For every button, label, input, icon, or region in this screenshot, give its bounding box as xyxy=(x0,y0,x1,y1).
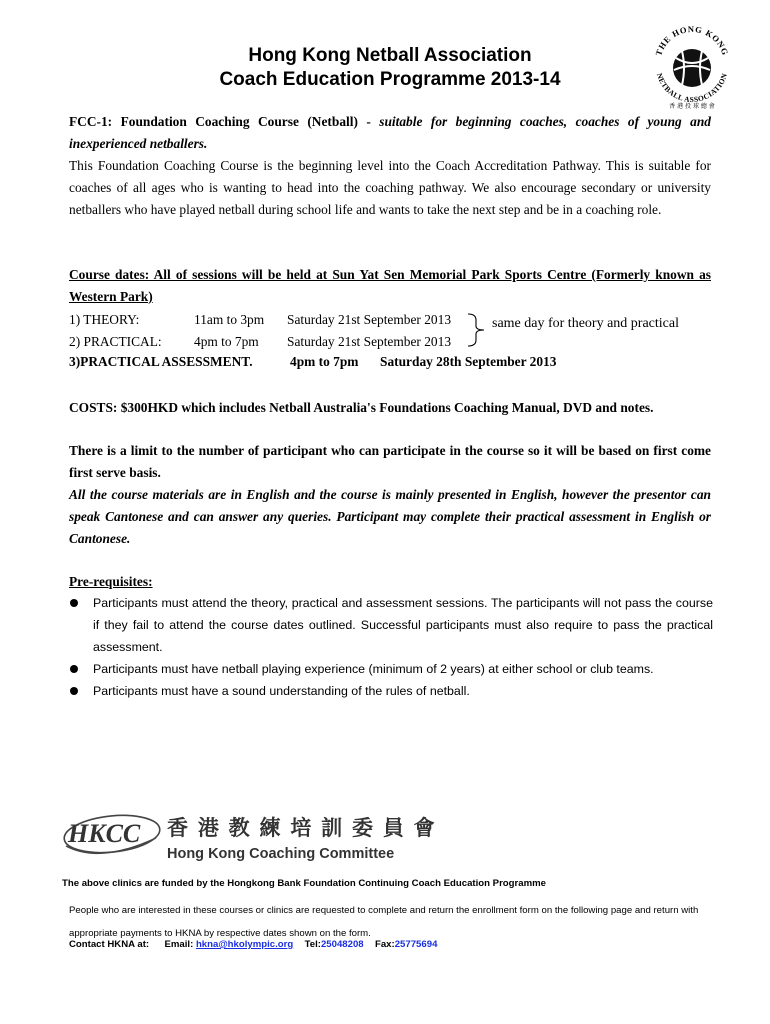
netball-icon xyxy=(673,49,711,87)
course-code-title: FCC-1: Foundation Coaching Course (Netball) - xyxy=(69,114,380,129)
bullet-icon xyxy=(70,665,78,673)
logo-chinese: 香 港 投 球 總 會 xyxy=(669,103,715,110)
theory-date: Saturday 21st September 2013 xyxy=(287,312,452,327)
enrollment-instructions: People who are interested in these courses or clinics are requested to complete and return the enrollment form on the following page and return with appropriate payments to HKNA by respective dates shown on the form. xyxy=(69,905,699,939)
contact-line xyxy=(69,938,437,951)
logo-text-bottom: NETBALL ASSOCIATION xyxy=(654,71,730,105)
funding-note: The above clinics are funded by the Hongkong Bank Foundation Continuing Coach Education Programme xyxy=(62,878,546,889)
course-dates-heading: Course dates: All of sessions will be held at Sun Yat Sen Memorial Park Sports Centre (Formerly known as Western Park) xyxy=(69,267,711,304)
course-intro xyxy=(69,111,711,155)
same-day-note: same day for theory and practical xyxy=(492,316,679,331)
brace-icon xyxy=(466,312,488,353)
email-label: Email: xyxy=(164,939,194,950)
limit-note: There is a limit to the number of participant who can participate in the course so it will be based on first come first serve basis. xyxy=(69,443,711,480)
title-line-1: Hong Kong Netball Association xyxy=(248,45,532,66)
prerequisites-heading: Pre-requisites: xyxy=(69,574,153,589)
prerequisite-item: Participants must attend the theory, practical and assessment sessions. The participants will not pass the course if they fail to attend the course dates outlined. Successful participants must also require to pass the practical assessment. xyxy=(93,596,713,654)
hkna-logo xyxy=(648,22,736,112)
fax-label: Fax: xyxy=(374,939,395,950)
email-link[interactable]: hkna@hkolympic.org xyxy=(195,939,294,950)
prerequisite-item: Participants must have a sound understanding of the rules of netball. xyxy=(93,684,470,698)
hkcc-english-name: Hong Kong Coaching Committee xyxy=(167,846,395,862)
contact-label: Contact HKNA at: xyxy=(69,939,150,950)
fax-number: 25775694 xyxy=(394,939,438,950)
course-description: This Foundation Coaching Course is the beginning level into the Coach Accreditation Pathway. This is suitable for coaches of all ages who is wanting to head into the coaching pathway. We also encourage secondary or university netballers who have played netball during school life and wants to take the next step and be in a coaching role. xyxy=(69,158,711,217)
bullet-icon xyxy=(70,687,78,695)
costs-text: COSTS: $300HKD which includes Netball Australia's Foundations Coaching Manual, DVD and notes. xyxy=(69,400,654,415)
language-note: All the course materials are in English and the course is mainly presented in English, however the presentor can speak Cantonese and can answer any queries. Participant may complete their practical assessment in English or Cantonese. xyxy=(69,487,711,546)
hkcc-chinese-name: 香 港 教 練 培 訓 委 員 會 xyxy=(167,817,437,840)
theory-label: 1) THEORY: xyxy=(69,312,140,327)
hkcc-logo-text: HKCC xyxy=(68,819,141,848)
prerequisite-item: Participants must have netball playing experience (minimum of 2 years) at either school or club teams. xyxy=(93,662,654,676)
logo-text-top: THE HONG KONG xyxy=(653,23,731,57)
assessment-time: 4pm to 7pm xyxy=(290,354,359,369)
practical-label: 2) PRACTICAL: xyxy=(69,334,162,349)
assessment-label: 3)PRACTICAL ASSESSMENT. xyxy=(69,354,253,369)
tel-number: 25048208 xyxy=(320,939,364,950)
course-suitability: suitable for beginning coaches, coaches of young and inexperienced netballers. xyxy=(69,114,711,151)
hkcc-logo xyxy=(60,808,170,864)
assessment-date: Saturday 28th September 2013 xyxy=(380,354,557,369)
tel-label: Tel: xyxy=(304,939,321,950)
theory-time: 11am to 3pm xyxy=(194,312,265,327)
practical-date: Saturday 21st September 2013 xyxy=(287,334,452,349)
practical-time: 4pm to 7pm xyxy=(194,334,259,349)
title-line-2: Coach Education Programme 2013-14 xyxy=(219,69,561,90)
bullet-icon xyxy=(70,599,78,607)
